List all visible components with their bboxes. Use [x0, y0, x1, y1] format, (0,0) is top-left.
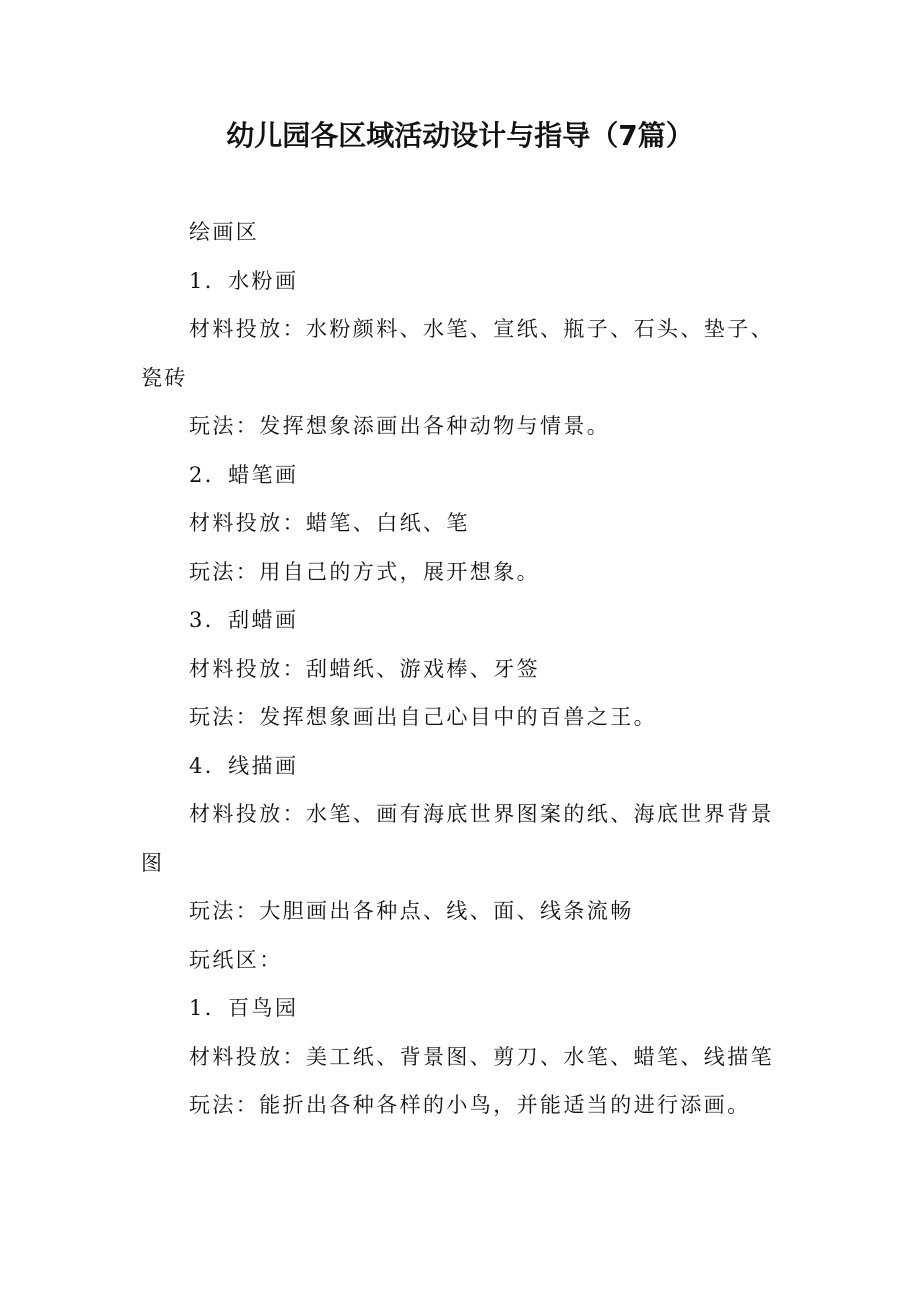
play-method-paragraph: 玩法：用自己的方式，展开想象。 [189, 559, 540, 584]
materials-paragraph: 材料投放：水笔、画有海底世界图案的纸、海底世界背景图 [141, 802, 774, 875]
play-method-paragraph: 玩法：发挥想象添画出各种动物与情景。 [189, 414, 611, 438]
document-body [141, 208, 781, 1130]
materials-paragraph: 材料投放：刮蜡纸、游戏棒、牙签 [189, 656, 540, 681]
materials-paragraph: 材料投放：蜡笔、白纸、笔 [189, 511, 470, 535]
item-heading: 2．蜡笔画 [189, 462, 299, 487]
item-heading: 1．水粉画 [189, 268, 299, 293]
item-heading: 3．刮蜡画 [189, 608, 299, 632]
item-heading: 4．线描画 [189, 753, 299, 778]
materials-paragraph: 材料投放：美工纸、背景图、剪刀、水笔、蜡笔、线描笔 [189, 1044, 774, 1069]
document-title: 幼儿园各区域活动设计与指导（7篇） [226, 119, 694, 152]
play-method-paragraph: 玩法：大胆画出各种点、线、面、线条流畅 [189, 899, 634, 923]
play-method-paragraph: 玩法：发挥想象画出自己心目中的百兽之王。 [189, 705, 657, 729]
section-heading-paper-play: 玩纸区： [189, 947, 283, 972]
section-heading-painting: 绘画区 [189, 220, 260, 244]
materials-paragraph: 材料投放：水粉颜料、水笔、宣纸、瓶子、石头、垫子、瓷砖 [141, 317, 774, 390]
play-method-paragraph: 玩法：能折出各种各样的小鸟，并能适当的进行添画。 [189, 1093, 751, 1117]
item-heading: 1．百鸟园 [189, 996, 299, 1020]
